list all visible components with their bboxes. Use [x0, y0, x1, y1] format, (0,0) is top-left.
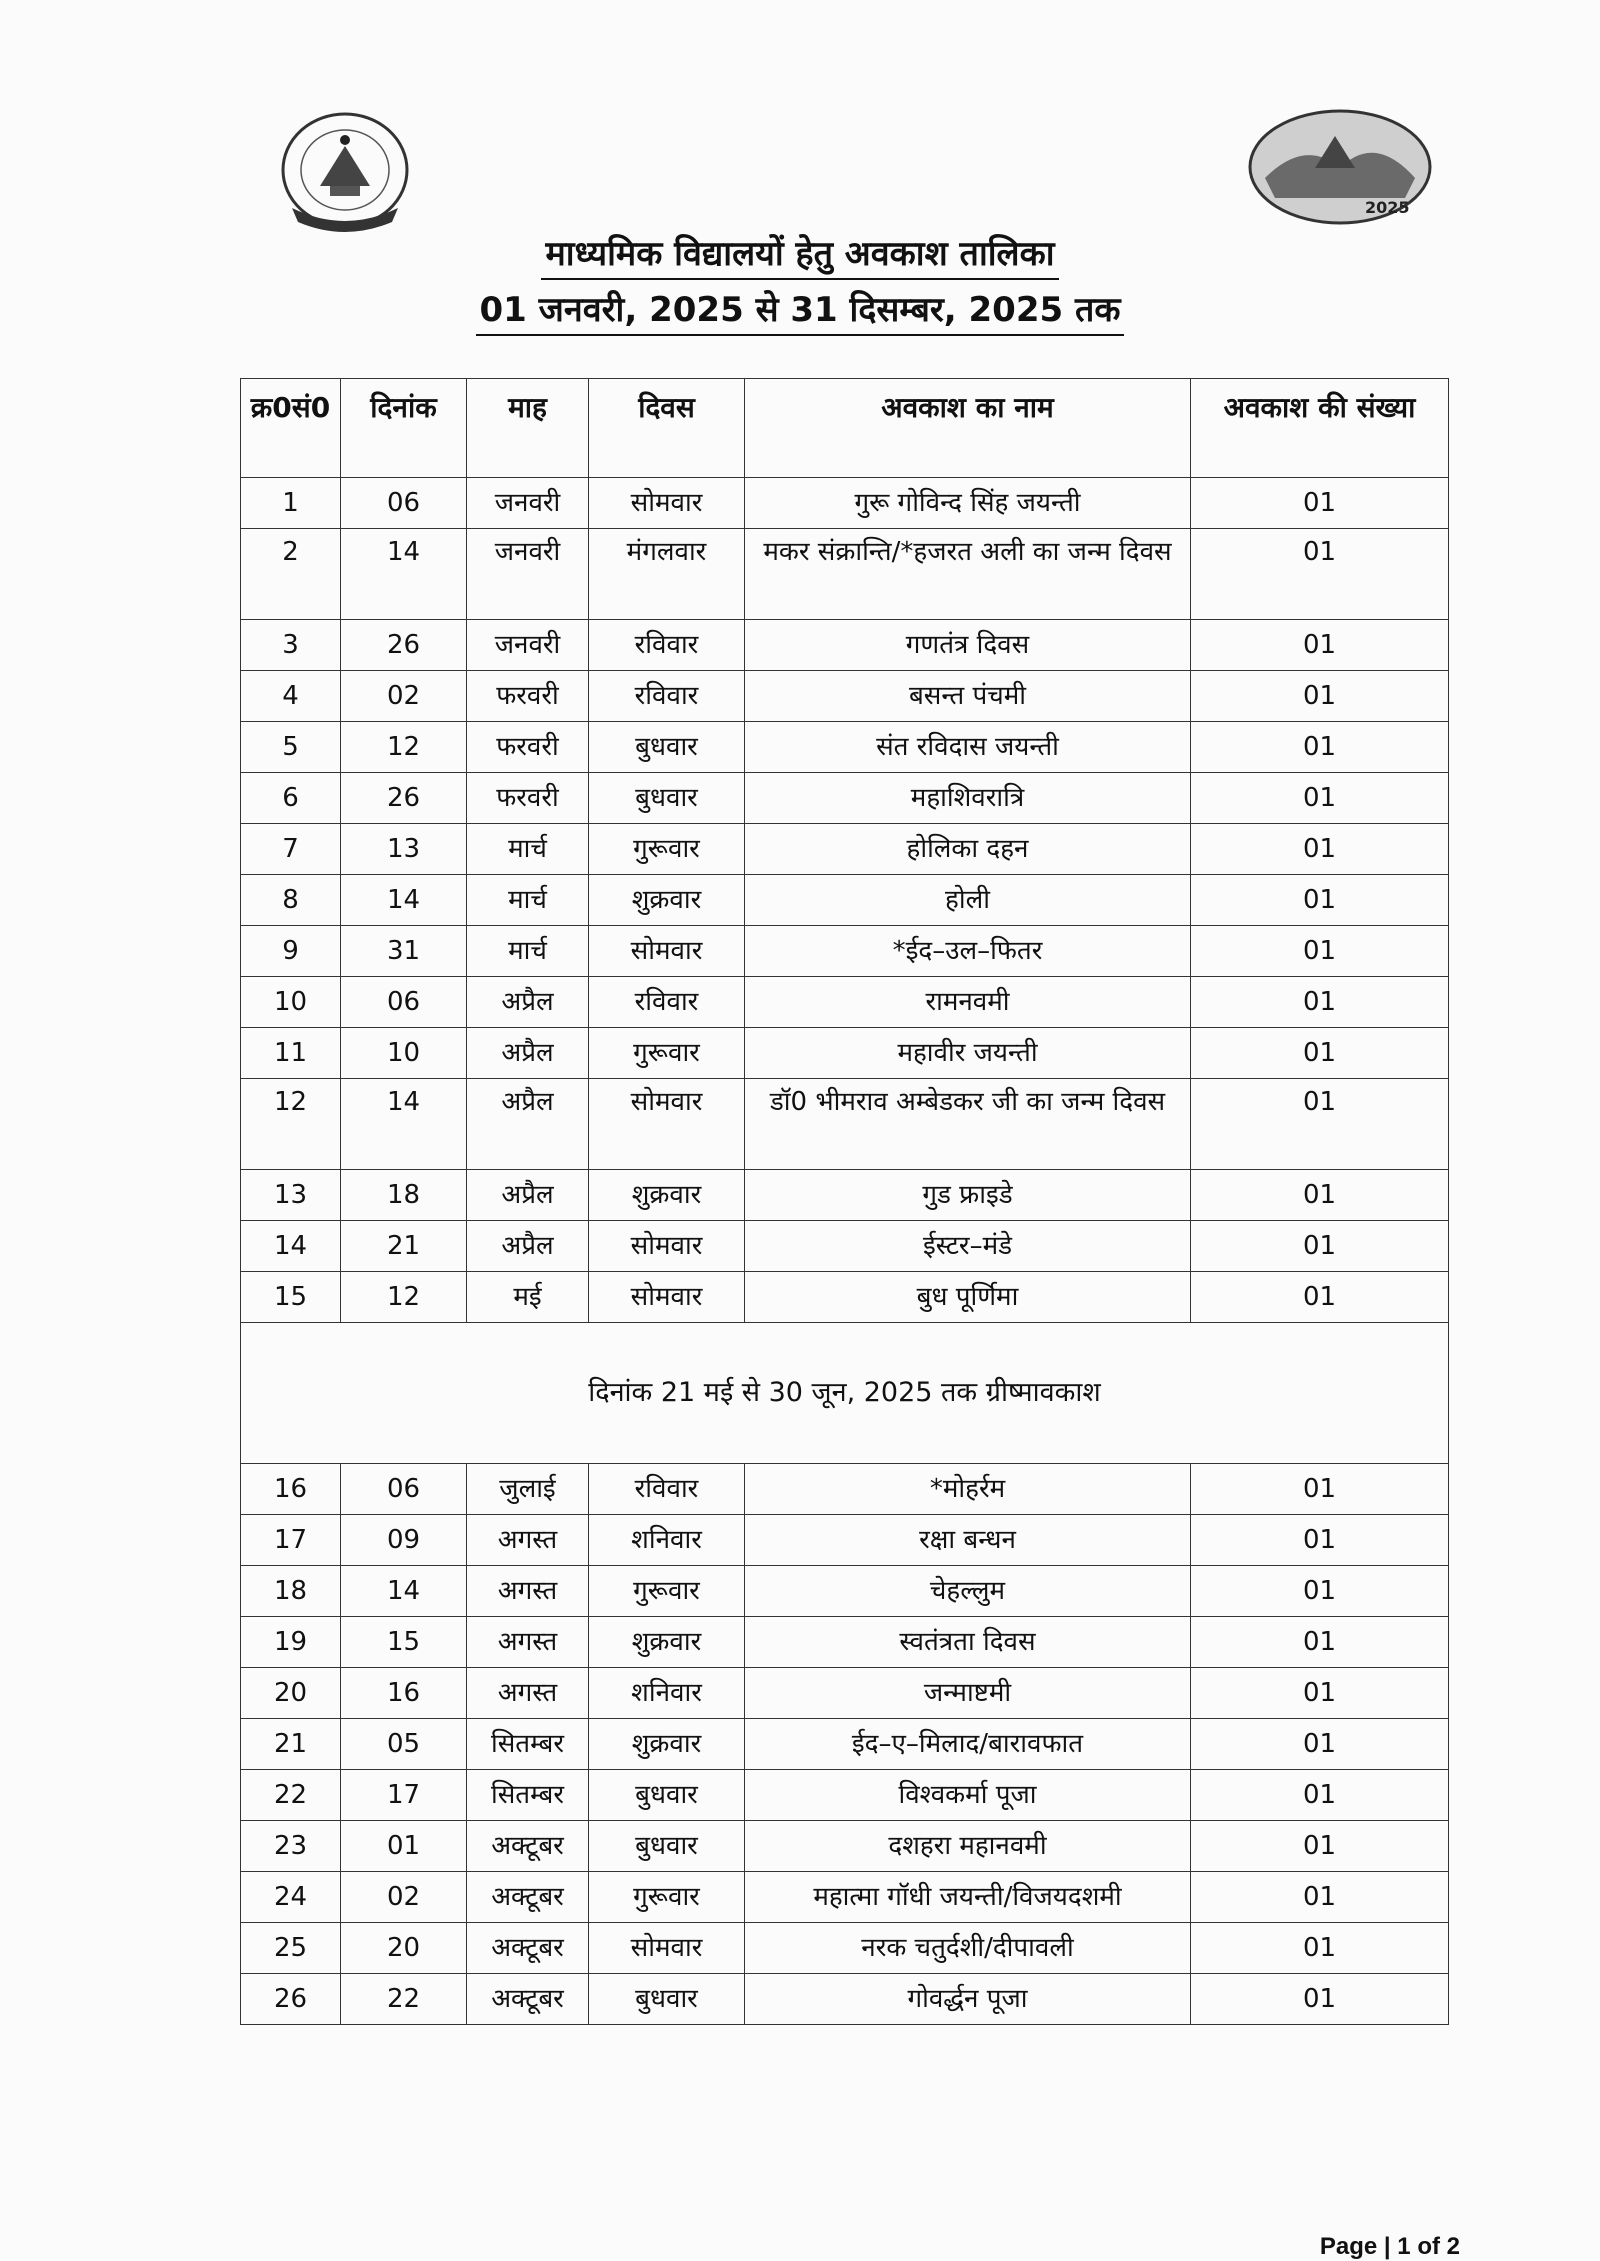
cell-holiday-name: महात्मा गॉधी जयन्ती/विजयदशमी — [745, 1872, 1191, 1923]
cell-month: अक्टूबर — [467, 1872, 589, 1923]
cell-serial: 6 — [241, 773, 341, 824]
cell-date: 17 — [341, 1770, 467, 1821]
cell-count: 01 — [1191, 1170, 1449, 1221]
cell-count: 01 — [1191, 824, 1449, 875]
header-month: माह — [467, 379, 589, 478]
page-number: Page | 1 of 2 — [1319, 2233, 1460, 2260]
cell-day: रविवार — [589, 1464, 745, 1515]
cell-serial: 4 — [241, 671, 341, 722]
cell-holiday-name: रक्षा बन्धन — [745, 1515, 1191, 1566]
cell-date: 13 — [341, 824, 467, 875]
cell-count: 01 — [1191, 1872, 1449, 1923]
cell-serial: 11 — [241, 1028, 341, 1079]
cell-day: शनिवार — [589, 1668, 745, 1719]
title-line-1: माध्यमिक विद्यालयों हेतु अवकाश तालिका — [541, 232, 1058, 280]
mahakumbh-2025-logo-icon — [1245, 108, 1435, 226]
cell-date: 02 — [341, 1872, 467, 1923]
table-row — [241, 478, 1449, 529]
table-row — [241, 1974, 1449, 2025]
cell-count: 01 — [1191, 1221, 1449, 1272]
cell-holiday-name: डॉ0 भीमराव अम्बेडकर जी का जन्म दिवस — [745, 1079, 1191, 1170]
table-row — [241, 1221, 1449, 1272]
cell-serial: 2 — [241, 529, 341, 620]
table-row — [241, 824, 1449, 875]
header-date: दिनांक — [341, 379, 467, 478]
header-serial: क्र0सं0 — [241, 379, 341, 478]
cell-date: 10 — [341, 1028, 467, 1079]
cell-holiday-name: बसन्त पंचमी — [745, 671, 1191, 722]
cell-date: 06 — [341, 977, 467, 1028]
cell-day: गुरूवार — [589, 1872, 745, 1923]
cell-date: 01 — [341, 1821, 467, 1872]
cell-serial: 17 — [241, 1515, 341, 1566]
cell-day: सोमवार — [589, 1221, 745, 1272]
cell-date: 21 — [341, 1221, 467, 1272]
cell-day: गुरूवार — [589, 824, 745, 875]
cell-day: बुधवार — [589, 722, 745, 773]
cell-serial: 7 — [241, 824, 341, 875]
cell-date: 06 — [341, 478, 467, 529]
cell-date: 20 — [341, 1923, 467, 1974]
cell-day: सोमवार — [589, 478, 745, 529]
cell-date: 14 — [341, 529, 467, 620]
cell-count: 01 — [1191, 529, 1449, 620]
cell-serial: 20 — [241, 1668, 341, 1719]
cell-serial: 3 — [241, 620, 341, 671]
cell-count: 01 — [1191, 1079, 1449, 1170]
cell-date: 26 — [341, 620, 467, 671]
cell-date: 12 — [341, 1272, 467, 1323]
cell-count: 01 — [1191, 875, 1449, 926]
cell-month: मई — [467, 1272, 589, 1323]
cell-count: 01 — [1191, 1923, 1449, 1974]
cell-day: रविवार — [589, 620, 745, 671]
cell-serial: 1 — [241, 478, 341, 529]
cell-serial: 14 — [241, 1221, 341, 1272]
cell-month: अक्टूबर — [467, 1974, 589, 2025]
table-row — [241, 620, 1449, 671]
table-row — [241, 1770, 1449, 1821]
logo-year-text: 2025 — [1365, 198, 1410, 217]
cell-holiday-name: गणतंत्र दिवस — [745, 620, 1191, 671]
header-holiday-name: अवकाश का नाम — [745, 379, 1191, 478]
cell-count: 01 — [1191, 1272, 1449, 1323]
cell-day: शुक्रवार — [589, 1170, 745, 1221]
cell-count: 01 — [1191, 1770, 1449, 1821]
cell-serial: 26 — [241, 1974, 341, 2025]
cell-month: अप्रैल — [467, 1221, 589, 1272]
cell-month: फरवरी — [467, 671, 589, 722]
cell-holiday-name: महावीर जयन्ती — [745, 1028, 1191, 1079]
cell-day: सोमवार — [589, 1079, 745, 1170]
cell-month: अप्रैल — [467, 1028, 589, 1079]
title-line-2: 01 जनवरी, 2025 से 31 दिसम्बर, 2025 तक — [476, 288, 1125, 336]
cell-month: अगस्त — [467, 1566, 589, 1617]
table-row — [241, 875, 1449, 926]
cell-count: 01 — [1191, 926, 1449, 977]
cell-date: 26 — [341, 773, 467, 824]
cell-month: मार्च — [467, 875, 589, 926]
cell-count: 01 — [1191, 1464, 1449, 1515]
cell-date: 12 — [341, 722, 467, 773]
cell-count: 01 — [1191, 722, 1449, 773]
cell-month: सितम्बर — [467, 1719, 589, 1770]
cell-holiday-name: नरक चतुर्दशी/दीपावली — [745, 1923, 1191, 1974]
cell-date: 14 — [341, 1079, 467, 1170]
cell-month: जनवरी — [467, 478, 589, 529]
summer-vacation-note: दिनांक 21 मई से 30 जून, 2025 तक ग्रीष्मावकाश — [241, 1323, 1449, 1464]
cell-holiday-name: गुरू गोविन्द सिंह जयन्ती — [745, 478, 1191, 529]
cell-month: मार्च — [467, 926, 589, 977]
cell-day: बुधवार — [589, 1770, 745, 1821]
table-row — [241, 671, 1449, 722]
cell-month: मार्च — [467, 824, 589, 875]
cell-date: 09 — [341, 1515, 467, 1566]
cell-count: 01 — [1191, 1719, 1449, 1770]
table-row — [241, 1566, 1449, 1617]
cell-day: शुक्रवार — [589, 1617, 745, 1668]
cell-holiday-name: ईद–ए–मिलाद/बारावफात — [745, 1719, 1191, 1770]
table-row — [241, 1515, 1449, 1566]
table-header-row — [241, 379, 1449, 478]
cell-holiday-name: मकर संक्रान्ति/*हजरत अली का जन्म दिवस — [745, 529, 1191, 620]
cell-day: शुक्रवार — [589, 875, 745, 926]
cell-day: बुधवार — [589, 773, 745, 824]
cell-date: 18 — [341, 1170, 467, 1221]
cell-holiday-name: स्वतंत्रता दिवस — [745, 1617, 1191, 1668]
cell-day: बुधवार — [589, 1821, 745, 1872]
cell-count: 01 — [1191, 1515, 1449, 1566]
cell-date: 05 — [341, 1719, 467, 1770]
cell-holiday-name: बुध पूर्णिमा — [745, 1272, 1191, 1323]
cell-day: गुरूवार — [589, 1566, 745, 1617]
cell-count: 01 — [1191, 1028, 1449, 1079]
cell-date: 15 — [341, 1617, 467, 1668]
table-row — [241, 1872, 1449, 1923]
cell-date: 31 — [341, 926, 467, 977]
summer-vacation-row — [241, 1323, 1449, 1464]
emblem-seal-icon — [272, 108, 418, 234]
cell-holiday-name: चेहल्लुम — [745, 1566, 1191, 1617]
cell-month: फरवरी — [467, 722, 589, 773]
cell-date: 16 — [341, 1668, 467, 1719]
cell-serial: 19 — [241, 1617, 341, 1668]
cell-holiday-name: ईस्टर–मंडे — [745, 1221, 1191, 1272]
cell-month: अगस्त — [467, 1668, 589, 1719]
header-holiday-count: अवकाश की संख्या — [1191, 379, 1449, 478]
cell-month: सितम्बर — [467, 1770, 589, 1821]
cell-month: जनवरी — [467, 620, 589, 671]
table-row — [241, 1464, 1449, 1515]
cell-day: शुक्रवार — [589, 1719, 745, 1770]
cell-count: 01 — [1191, 773, 1449, 824]
cell-day: रविवार — [589, 671, 745, 722]
cell-day: मंगलवार — [589, 529, 745, 620]
cell-count: 01 — [1191, 977, 1449, 1028]
cell-month: फरवरी — [467, 773, 589, 824]
table-row — [241, 773, 1449, 824]
table-row — [241, 1079, 1449, 1170]
cell-holiday-name: गोवर्द्धन पूजा — [745, 1974, 1191, 2025]
cell-day: बुधवार — [589, 1974, 745, 2025]
cell-serial: 23 — [241, 1821, 341, 1872]
cell-serial: 5 — [241, 722, 341, 773]
cell-serial: 18 — [241, 1566, 341, 1617]
cell-count: 01 — [1191, 1974, 1449, 2025]
cell-serial: 22 — [241, 1770, 341, 1821]
cell-serial: 13 — [241, 1170, 341, 1221]
cell-month: अगस्त — [467, 1515, 589, 1566]
header-day: दिवस — [589, 379, 745, 478]
table-row — [241, 1668, 1449, 1719]
cell-date: 06 — [341, 1464, 467, 1515]
cell-day: सोमवार — [589, 1272, 745, 1323]
cell-count: 01 — [1191, 1617, 1449, 1668]
cell-serial: 12 — [241, 1079, 341, 1170]
table-row — [241, 1170, 1449, 1221]
cell-holiday-name: विश्वकर्मा पूजा — [745, 1770, 1191, 1821]
cell-day: सोमवार — [589, 926, 745, 977]
cell-holiday-name: संत रविदास जयन्ती — [745, 722, 1191, 773]
cell-holiday-name: दशहरा महानवमी — [745, 1821, 1191, 1872]
cell-serial: 10 — [241, 977, 341, 1028]
cell-day: शनिवार — [589, 1515, 745, 1566]
cell-serial: 15 — [241, 1272, 341, 1323]
cell-date: 14 — [341, 875, 467, 926]
cell-month: अक्टूबर — [467, 1923, 589, 1974]
table-row — [241, 1719, 1449, 1770]
cell-serial: 16 — [241, 1464, 341, 1515]
document-title — [0, 232, 1600, 344]
cell-count: 01 — [1191, 1668, 1449, 1719]
cell-month: अप्रैल — [467, 977, 589, 1028]
cell-holiday-name: गुड फ्राइडे — [745, 1170, 1191, 1221]
cell-count: 01 — [1191, 671, 1449, 722]
holiday-table — [240, 378, 1449, 2025]
cell-holiday-name: महाशिवरात्रि — [745, 773, 1191, 824]
cell-month: जनवरी — [467, 529, 589, 620]
cell-day: सोमवार — [589, 1923, 745, 1974]
table-row — [241, 977, 1449, 1028]
cell-date: 14 — [341, 1566, 467, 1617]
cell-month: अप्रैल — [467, 1079, 589, 1170]
cell-holiday-name: *ईद–उल–फितर — [745, 926, 1191, 977]
cell-holiday-name: होली — [745, 875, 1191, 926]
table-row — [241, 1923, 1449, 1974]
cell-holiday-name: जन्माष्टमी — [745, 1668, 1191, 1719]
cell-day: गुरूवार — [589, 1028, 745, 1079]
cell-month: जुलाई — [467, 1464, 589, 1515]
table-row — [241, 1821, 1449, 1872]
cell-count: 01 — [1191, 478, 1449, 529]
cell-date: 02 — [341, 671, 467, 722]
cell-serial: 25 — [241, 1923, 341, 1974]
cell-serial: 21 — [241, 1719, 341, 1770]
table-row — [241, 1272, 1449, 1323]
cell-holiday-name: होलिका दहन — [745, 824, 1191, 875]
cell-count: 01 — [1191, 620, 1449, 671]
cell-count: 01 — [1191, 1821, 1449, 1872]
cell-holiday-name: *मोहर्रम — [745, 1464, 1191, 1515]
cell-serial: 8 — [241, 875, 341, 926]
cell-month: अगस्त — [467, 1617, 589, 1668]
cell-serial: 9 — [241, 926, 341, 977]
table-row — [241, 1617, 1449, 1668]
table-row — [241, 722, 1449, 773]
table-row — [241, 529, 1449, 620]
cell-day: रविवार — [589, 977, 745, 1028]
table-row — [241, 1028, 1449, 1079]
cell-date: 22 — [341, 1974, 467, 2025]
cell-month: अप्रैल — [467, 1170, 589, 1221]
cell-month: अक्टूबर — [467, 1821, 589, 1872]
cell-serial: 24 — [241, 1872, 341, 1923]
cell-holiday-name: रामनवमी — [745, 977, 1191, 1028]
table-row — [241, 926, 1449, 977]
cell-count: 01 — [1191, 1566, 1449, 1617]
